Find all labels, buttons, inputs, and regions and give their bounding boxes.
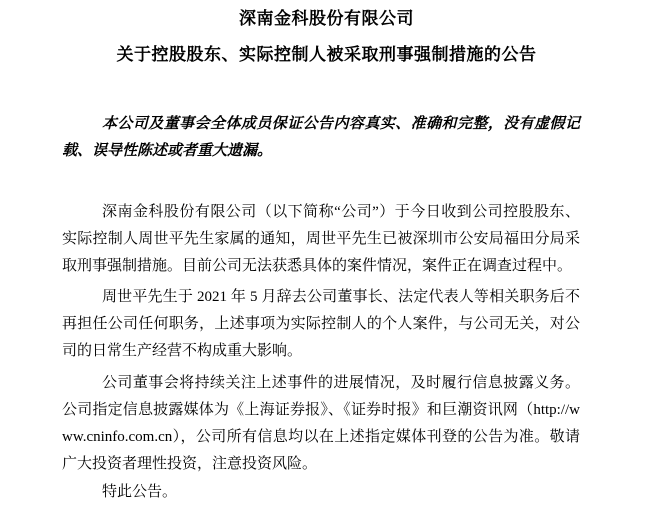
company-name-title: 深南金科股份有限公司 — [239, 9, 414, 28]
document-body — [0, 111, 653, 506]
document-header — [0, 0, 653, 66]
paragraph-resignation-impact: 周世平先生于 2021 年 5 月辞去公司董事长、法定代表人等相关职务后不再担任公司任何职务，上述事项为实际控制人的个人案件，与公司无关，对公司的日常生产经营不构成重大影响。 — [62, 289, 580, 359]
paragraph-notice-of-measures: 深南金科股份有限公司（以下简称“公司”）于今日收到公司控股股东、实际控制人周世平先生家属的通知，周世平先生已被深圳市公安局福田分局采取刑事强制措施。目前公司无法获悉具体的案件情况，案件正在调查过程中。 — [62, 204, 580, 274]
announcement-title: 关于控股股东、实际控制人被采取刑事强制措施的公告 — [116, 45, 537, 64]
closing-statement: 特此公告。 — [102, 484, 178, 500]
paragraph-disclosure-media: 公司董事会将持续关注上述事件的进展情况，及时履行信息披露义务。公司指定信息披露媒体为《上海证券报》、《证券时报》和巨潮资讯网（http://www.cninfo.com.cn），公司所有信息均以在上述指定媒体刊登的公告为准。敬请广大投资者理性投资，注意投资风险。 — [62, 375, 580, 472]
board-disclaimer-text: 本公司及董事会全体成员保证公告内容真实、准确和完整，没有虚假记载、误导性陈述或者重大遗漏。 — [62, 116, 580, 159]
